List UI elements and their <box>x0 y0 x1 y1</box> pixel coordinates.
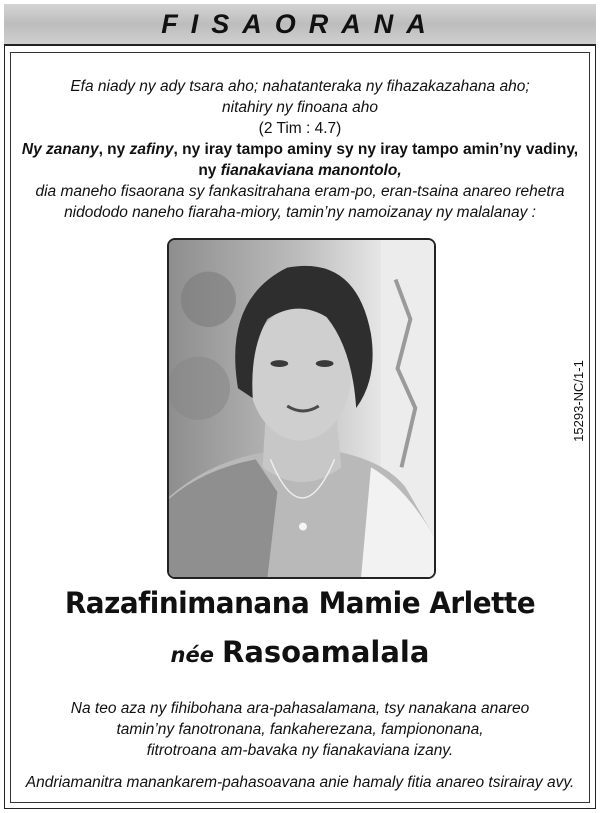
nee-label: née <box>170 643 214 667</box>
deceased-name: Razafinimanana Mamie Arlette <box>64 586 536 620</box>
bible-verse-line-2: nitahiry ny finoana aho <box>222 99 378 116</box>
children-label: Ny zanany <box>21 141 99 158</box>
bible-reference: (2 Tim : 4.7) <box>258 120 342 137</box>
outro-line-1: Na teo aza ny fihibohana ara-pahasalamana, tsy nanakana anareo <box>70 700 530 717</box>
whole-family-label: fianakaviana manontolo, <box>220 162 402 179</box>
notice-title: FISAORANA <box>161 8 439 39</box>
portrait-photo <box>167 238 436 579</box>
header-band <box>4 4 596 46</box>
maiden-name: Rasoamalala <box>221 635 430 669</box>
bible-verse-line-1: Efa niady ny ady tsara aho; nahatanteraka ny fihazakazahana aho; <box>70 78 530 95</box>
outro-line-2: tamin’ny fanotronana, fankaherezana, fampiononana, <box>116 721 484 738</box>
portrait-illustration <box>169 240 434 577</box>
closing-blessing: Andriamanitra manankarem-pahasoavana anie hamaly fitia anareo tsirairay avy. <box>25 774 575 791</box>
ad-reference-code: 15293-NC/1-1 <box>571 360 586 442</box>
thanks-line-1: dia maneho fisaorana sy fankasitrahana eram-po, eran-tsaina anareo rehetra <box>35 183 565 200</box>
family-prefix: ny <box>198 162 221 179</box>
thanks-line-2: nidododo naneho fiaraha-miory, tamin’ny namoizanay ny malalanay : <box>64 204 536 221</box>
outro-text <box>10 698 590 761</box>
outro-line-3: fitrotroana am-bavaka ny fianakaviana izany. <box>146 742 454 759</box>
grandchildren-label: zafiny <box>129 141 174 158</box>
intro-text <box>10 76 590 223</box>
family-sep: , ny <box>98 141 130 158</box>
family-line-2 <box>10 160 590 181</box>
siblings-text: , ny iray tampo aminy sy ny iray tampo amin’ny vadiny, <box>173 141 579 158</box>
maiden-name-line <box>10 635 590 669</box>
family-line-1 <box>10 139 590 160</box>
